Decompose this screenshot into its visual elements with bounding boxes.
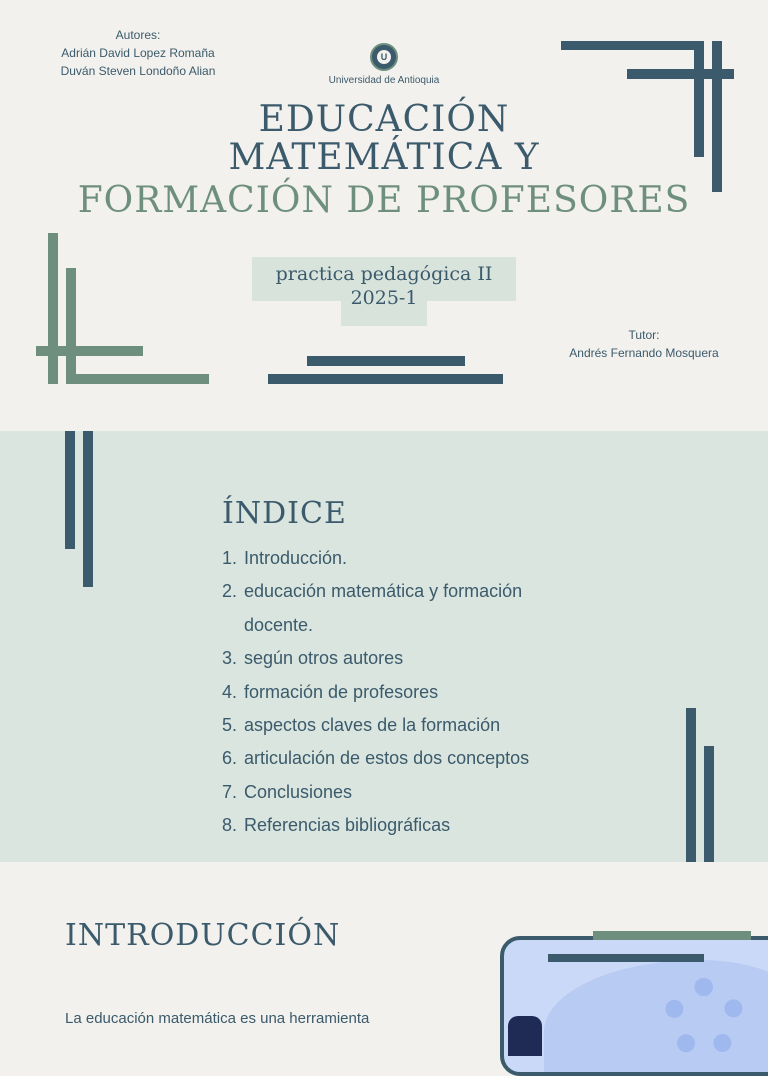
index-item: 7. Conclusiones: [222, 781, 353, 802]
index-item: 3. según otros autores: [222, 648, 404, 669]
tutor-name: Andrés Fernando Mosquera: [569, 346, 719, 360]
index-item: 4. formación de profesores: [222, 681, 439, 702]
subtitle-line-1: practica pedagógica II: [275, 263, 493, 285]
intro-title: INTRODUCCIÓN: [65, 918, 341, 953]
tutor-label: Tutor:: [628, 328, 660, 342]
title-line-1: EDUCACIÓN: [258, 99, 510, 140]
subtitle-line-2: 2025-1: [350, 287, 418, 309]
title-line-3: FORMACIÓN DE PROFESORES: [77, 180, 691, 221]
author-name: Duván Steven Londoño Alian: [60, 64, 216, 78]
tutor-block: [550, 326, 738, 362]
decor-bar: [704, 746, 714, 862]
index-item: 6. articulación de estos dos conceptos: [222, 748, 530, 769]
intro-text: La educación matemática es una herramienta: [65, 1010, 370, 1027]
decor-bar: [66, 374, 209, 384]
index-item: 2. educación matemática y formación docente.: [222, 581, 523, 635]
author-name: Adrián David Lopez Romaña: [61, 46, 215, 60]
decor-bar: [83, 431, 93, 587]
index-item: 5. aspectos claves de la formación: [222, 715, 501, 736]
decor-bar: [48, 233, 58, 384]
illustration-shape: [508, 1016, 542, 1056]
decor-bar: [548, 954, 704, 962]
decor-bar: [66, 268, 76, 384]
authors-block: [40, 26, 236, 80]
university-name: Universidad de Antioquia: [328, 75, 440, 86]
index-list: [222, 542, 552, 843]
decor-bar: [268, 374, 503, 384]
decor-bar: [307, 356, 465, 366]
decor-bar: [36, 346, 143, 356]
decor-bar: [561, 41, 704, 50]
index-title: ÍNDICE: [222, 496, 347, 531]
logo-letter: U: [377, 50, 391, 64]
university-logo-icon: [370, 43, 398, 71]
index-item: 1. Introducción.: [222, 548, 348, 568]
decor-bar: [686, 708, 696, 862]
index-item: 8. Referencias bibliográficas: [222, 815, 451, 836]
authors-label: Autores:: [115, 28, 161, 42]
decor-bar: [65, 431, 75, 549]
title-line-2: MATEMÁTICA Y: [228, 137, 540, 178]
gear-icon: [664, 978, 744, 1058]
decor-bar: [593, 931, 751, 940]
subtitle: [252, 262, 516, 310]
